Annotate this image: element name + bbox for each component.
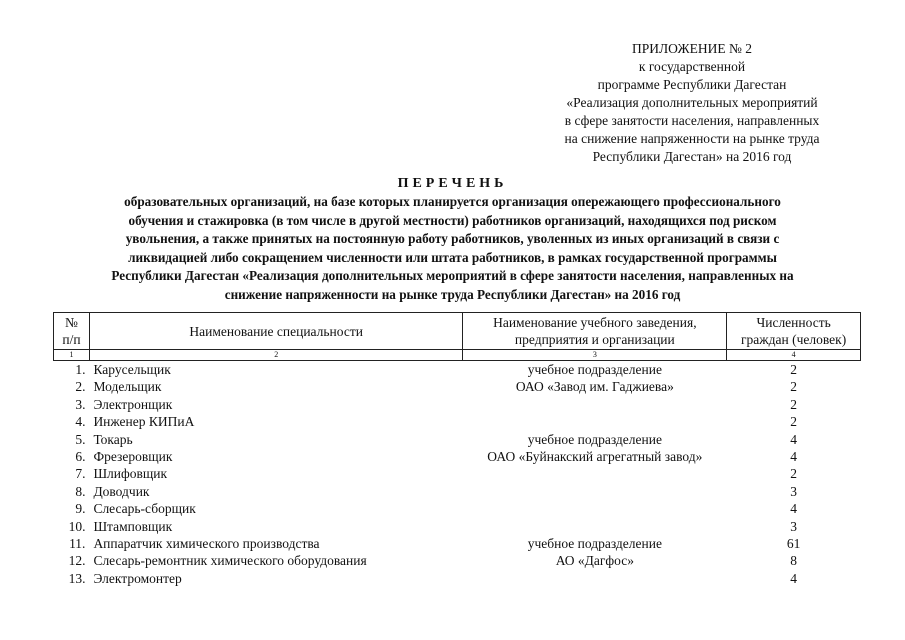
column-number: 3 [463, 350, 727, 361]
row-specialty: Фрезеровщик [93, 449, 173, 465]
row-count: 4 [790, 501, 797, 517]
row-number: 2. [75, 379, 86, 395]
subtitle-line: Республики Дагестан «Реализация дополнительных мероприятий в сфере занятости населения, направленных на [111, 268, 794, 283]
header-count-line2: граждан (человек) [741, 332, 847, 347]
row-count: 8 [790, 553, 797, 569]
row-number: 7. [75, 466, 86, 482]
appendix-block [520, 40, 864, 166]
row-number: 9. [75, 501, 86, 517]
row-specialty: Аппаратчик химического производства [93, 536, 320, 552]
header-institution-line1: Наименование учебного заведения, [493, 315, 697, 330]
row-count: 3 [790, 483, 797, 499]
row-specialty: Слесарь-ремонтник химического оборудования [93, 553, 367, 569]
row-count: 2 [790, 466, 797, 482]
row-institution [463, 465, 727, 482]
row-institution: ОАО «Буйнакский агрегатный завод» [487, 449, 703, 465]
row-number: 8. [75, 483, 86, 499]
header-num-line2: п/п [62, 332, 81, 347]
header-num [54, 313, 90, 350]
row-institution [463, 500, 727, 517]
row-specialty: Электронщик [93, 396, 173, 412]
table-row [54, 448, 861, 465]
row-count: 2 [790, 396, 797, 412]
column-number: 2 [89, 350, 463, 361]
row-count: 4 [790, 449, 797, 465]
appendix-line: в сфере занятости населения, направленных [564, 113, 820, 128]
subtitle-line: ликвидацией либо сокращением численности или штата работников, в рамках государственной программы [128, 249, 777, 265]
table-row [54, 431, 861, 448]
row-count: 4 [790, 431, 797, 447]
document-subtitle [55, 193, 850, 304]
row-institution [463, 518, 727, 535]
row-number: 1. [75, 362, 86, 377]
row-count: 61 [786, 536, 801, 552]
table-row [54, 396, 861, 413]
table-row [54, 535, 861, 552]
row-number: 6. [75, 449, 86, 465]
row-number: 13. [68, 570, 86, 586]
appendix-line: на снижение напряженности на рынке труда [564, 131, 820, 146]
header-specialty: Наименование специальности [89, 313, 463, 350]
header-institution [463, 313, 727, 350]
column-number: 1 [54, 350, 90, 361]
appendix-line: ПРИЛОЖЕНИЕ № 2 [631, 41, 753, 56]
row-number: 5. [75, 431, 86, 447]
row-number: 4. [75, 414, 86, 430]
subtitle-line: образовательных организаций, на базе которых планируется организация опережающего профессионального [124, 194, 781, 209]
appendix-line: «Реализация дополнительных мероприятий [566, 95, 818, 110]
row-number: 11. [69, 536, 86, 552]
row-institution: учебное подразделение [527, 431, 662, 447]
row-institution: учебное подразделение [527, 536, 662, 552]
table-row [54, 552, 861, 569]
subtitle-line: обучения и стажировка (в том числе в другой местности) работников организаций, находящихся под риском [128, 212, 777, 228]
appendix-line: программе Республики Дагестан [597, 77, 787, 92]
row-count: 3 [790, 518, 797, 534]
table-row [54, 483, 861, 500]
document-title: ПЕРЕЧЕНЬ [397, 176, 508, 191]
row-count: 2 [790, 362, 797, 377]
row-specialty: Модельщик [93, 379, 162, 395]
row-specialty: Инженер КИПиА [93, 414, 195, 430]
table-row [54, 378, 861, 395]
row-specialty: Шлифовщик [93, 466, 168, 482]
header-count-line1: Численность [756, 315, 831, 330]
row-number: 3. [75, 396, 86, 412]
subtitle-line: снижение напряженности на рынке труда Республики Дагестан» на 2016 год [224, 286, 681, 302]
row-specialty: Карусельщик [93, 362, 171, 377]
table-row [54, 413, 861, 430]
row-count: 2 [790, 379, 797, 395]
header-count [727, 313, 861, 350]
appendix-line: к государственной [638, 59, 746, 74]
table-row [54, 570, 861, 587]
row-institution [463, 483, 727, 500]
header-institution-line2: предприятия и организации [514, 332, 675, 347]
row-specialty: Слесарь-сборщик [93, 501, 196, 517]
specialties-table [53, 312, 861, 587]
header-num-line1: № [65, 315, 78, 330]
row-count: 4 [790, 570, 797, 586]
column-number: 4 [727, 350, 861, 361]
row-specialty: Штамповщик [93, 518, 173, 534]
table-header-row [54, 313, 861, 350]
row-institution: ОАО «Завод им. Гаджиева» [515, 379, 674, 395]
row-specialty: Электромонтер [93, 570, 182, 586]
table-row [54, 361, 861, 379]
row-number: 12. [68, 553, 86, 569]
row-institution [463, 413, 727, 430]
row-institution: АО «Дагфос» [555, 553, 634, 569]
subtitle-line: увольнения, а также принятых на постоянную работу работников, уволенных из иных организаций в связи с [125, 231, 780, 246]
appendix-line: Республики Дагестан» на 2016 год [592, 149, 792, 164]
row-institution: учебное подразделение [527, 362, 662, 377]
row-institution [463, 396, 727, 413]
table-row [54, 500, 861, 517]
row-specialty: Токарь [93, 431, 133, 447]
column-number-row [54, 350, 861, 361]
row-count: 2 [790, 414, 797, 430]
row-institution [463, 570, 727, 587]
table-row [54, 518, 861, 535]
row-number: 10. [68, 518, 86, 534]
row-specialty: Доводчик [93, 483, 150, 499]
table-row [54, 465, 861, 482]
